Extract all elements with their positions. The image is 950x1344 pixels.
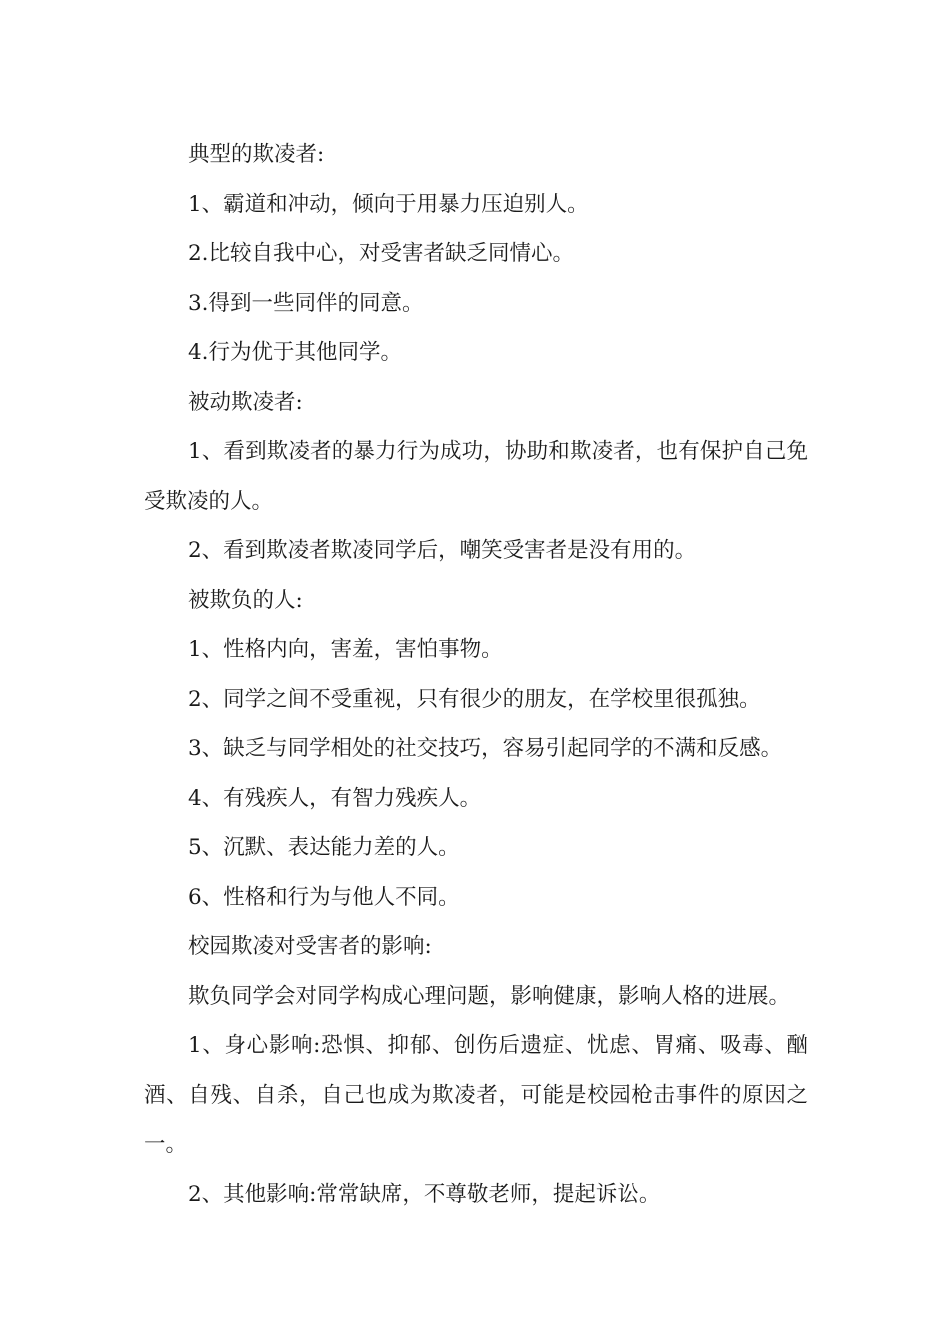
- paragraph: 1、霸道和冲动，倾向于用暴力压迫别人。: [188, 191, 589, 217]
- paragraph: 4、有残疾人，有智力残疾人。: [188, 785, 482, 811]
- paragraph: 3.得到一些同伴的同意。: [188, 290, 424, 316]
- paragraph: 5、沉默、表达能力差的人。: [188, 835, 460, 860]
- paragraph: 欺负同学会对同学构成心理问题，影响健康，影响人格的进展。: [188, 983, 791, 1009]
- paragraph: 2、看到欺凌者欺凌同学后，嘲笑受害者是没有用的。: [188, 538, 697, 563]
- heading-victims: 被欺负的人:: [188, 587, 303, 613]
- paragraph: 1、性格内向，害羞，害怕事物。: [188, 637, 503, 662]
- paragraph: 2、其他影响:常常缺席，不尊敬老师，提起诉讼。: [188, 1181, 661, 1207]
- heading-typical-bully: 典型的欺凌者:: [188, 142, 325, 167]
- paragraph: 2、同学之间不受重视，只有很少的朋友，在学校里很孤独。: [188, 686, 761, 712]
- paragraph: 1、看到欺凌者的暴力行为成功，协助和欺凌者，也有保护自己免受欺凌的人。: [144, 439, 808, 514]
- heading-passive-bully: 被动欺凌者:: [188, 389, 303, 415]
- paragraph: 4.行为优于其他同学。: [188, 340, 403, 365]
- document-body: [144, 130, 808, 1219]
- paragraph: 1、身心影响:恐惧、抑郁、创伤后遗症、忧虑、胃痛、吸毒、酗酒、自残、自杀，自己也成为欺凌者，可能是校园枪击事件的原因之一。: [144, 1033, 808, 1157]
- heading-effects-on-victims: 校园欺凌对受害者的影响:: [188, 934, 432, 959]
- paragraph: 3、缺乏与同学相处的社交技巧，容易引起同学的不满和反感。: [188, 736, 783, 761]
- paragraph: 6、性格和行为与他人不同。: [188, 884, 460, 910]
- paragraph: 2.比较自我中心，对受害者缺乏同情心。: [188, 241, 575, 266]
